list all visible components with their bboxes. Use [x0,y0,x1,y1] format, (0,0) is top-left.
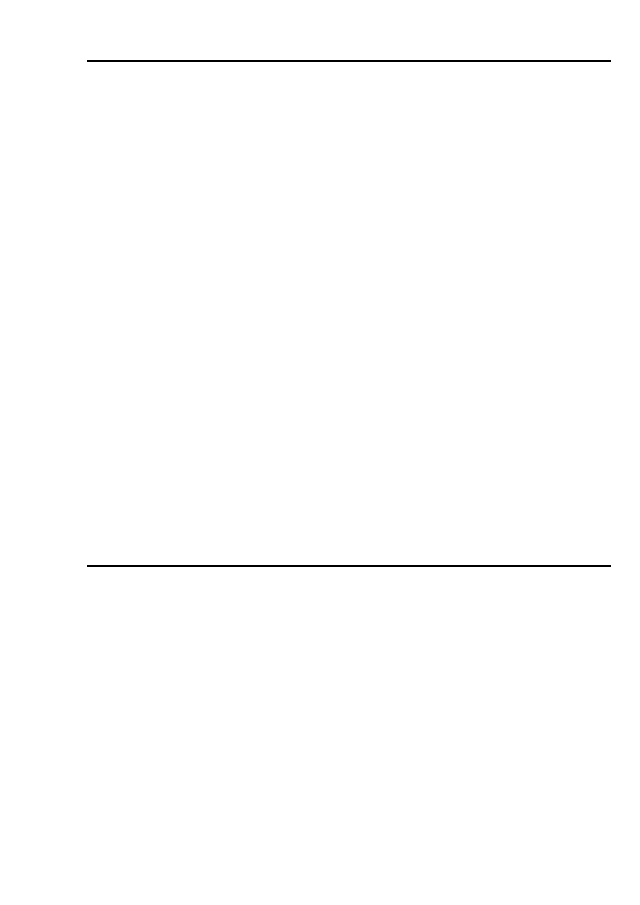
results-content-cell [257,566,611,567]
funding-label-cell [88,61,257,62]
funding-row [88,61,611,62]
results-table [87,565,611,567]
results-label [88,566,257,567]
funding-table [87,60,611,62]
results-row [88,566,611,567]
funding-values-cell [257,61,611,62]
